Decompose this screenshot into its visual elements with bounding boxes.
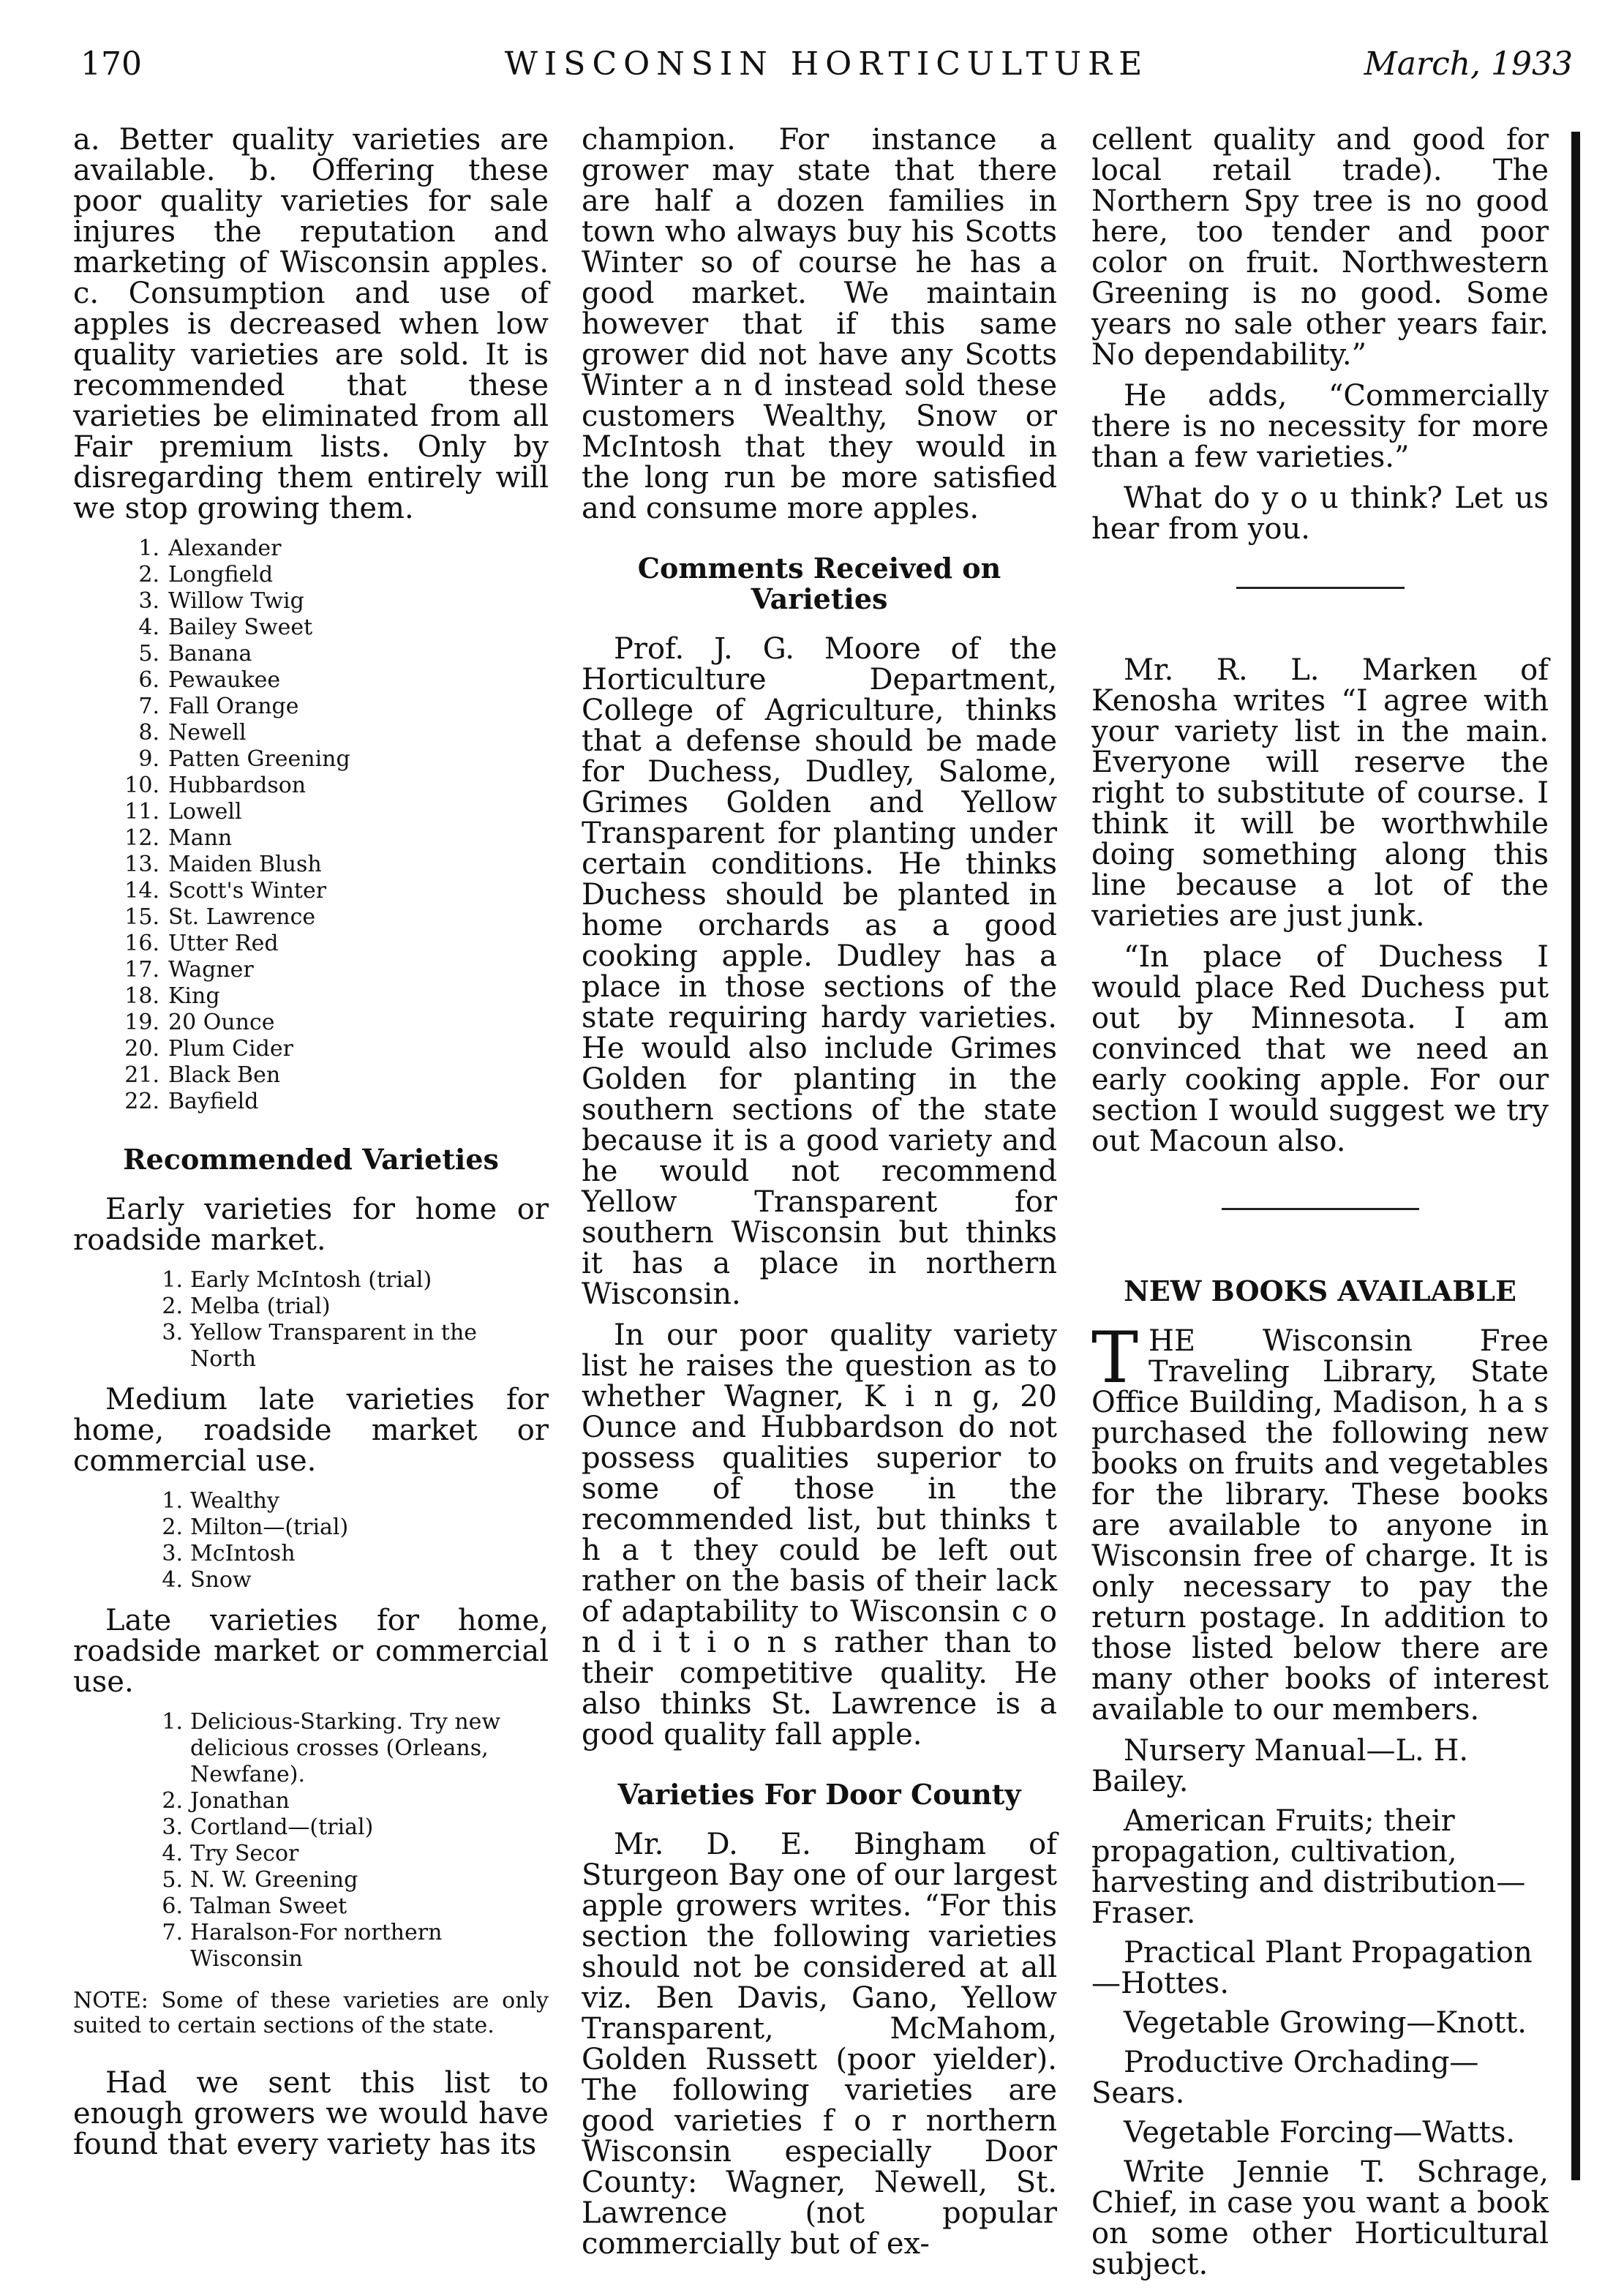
- books-intro: THE Wisconsin Free Traveling Library, State Office Building, Madison, h a s purchased the following new books on fruits and vegetables for the library. These books are available to anyone in Wisconsin free of charge. It is only necessary to pay the return postage. In addition to those listed below there are many other books of interest available to our members.: [1091, 1317, 1549, 1727]
- list-item: 12. Mann: [124, 825, 233, 851]
- book-item: Practical Plant Propagation—Hottes.: [1091, 1936, 1533, 2000]
- list-item: 13. Maiden Blush: [124, 852, 322, 877]
- list-item: 14. Scott's Winter: [124, 878, 327, 904]
- book-item: Vegetable Growing—Knott.: [1124, 2006, 1527, 2040]
- recommended-heading: Recommended Varieties: [123, 1143, 499, 1176]
- medium-intro: Medium late varieties for home, roadside market or commercial use.: [73, 1383, 549, 1478]
- list-item: 21. Black Ben: [124, 1062, 281, 1088]
- list-item: 9. Patten Greening: [138, 746, 350, 772]
- door-county-heading: Varieties For Door County: [617, 1778, 1021, 1811]
- book-item: American Fruits; their propagation, cultivation, harvesting and distribution—Fraser.: [1091, 1804, 1526, 1930]
- books-heading: NEW BOOKS AVAILABLE: [1124, 1274, 1516, 1307]
- book-item: Nursery Manual—L. H. Bailey.: [1091, 1734, 1469, 1798]
- list-item: 7. Haralson-For northern Wisconsin: [162, 1920, 443, 1972]
- column-3: [1091, 124, 1549, 2290]
- book-item: Vegetable Forcing—Watts.: [1124, 2116, 1516, 2150]
- section-divider: [1236, 587, 1405, 589]
- list-item: 6. Talman Sweet: [162, 1893, 347, 1919]
- list-item: 22. Bayfield: [124, 1089, 259, 1114]
- note-label: NOTE:: [73, 1988, 149, 2013]
- schrage-paragraph: Write Jennie T. Schrage, Chief, in case you want a book on some other Horticultural subject.: [1091, 2155, 1549, 2281]
- note-text: Some of these varieties are only suited to certain sections of the state.: [73, 1988, 549, 2038]
- list-item: 3. Willow Twig: [138, 588, 304, 614]
- list-item: 1. Delicious-Starking. Try new delicious crosses (Orleans, Newfane).: [162, 1709, 501, 1787]
- late-intro: Late varieties for home, roadside market or commercial use.: [73, 1604, 549, 1699]
- drop-cap: T: [1091, 1317, 1139, 1399]
- page-header: [80, 45, 1573, 97]
- list-item: 18. King: [124, 983, 220, 1009]
- journal-title: WISCONSIN HORTICULTURE: [504, 45, 1149, 83]
- intro-paragraph: a. Better quality varieties are available. b. Offering these poor quality varieties for sale injures the reputation and marketing of Wisconsin apples. c. Consumption and use of apples is decreased when low quality varieties are sold. It is recommended that these varieties be eliminated from all Fair premium lists. Only by disregarding them entirely will we stop growing them.: [73, 123, 549, 525]
- marken-paragraph: Mr. R. L. Marken of Kenosha writes “I agree with your variety list in the main. Everyone will reserve the right to substitute of course. I think it will be worthwhile doing something along this line because a lot of the varieties are just junk.: [1091, 653, 1549, 933]
- list-item: 1. Alexander: [138, 536, 282, 561]
- bingham-paragraph: Mr. D. E. Bingham of Sturgeon Bay one of our largest apple growers writes. “For this section the following varieties should not be considered at all viz. Ben Davis, Gano, Yellow Transparent, McMahom, Golden Russett (poor yielder). The following varieties are good varieties f o r northern Wisconsin especially Door County: Wagner, Newell, St. Lawrence (not popular commercially but of ex-: [582, 1828, 1057, 2261]
- note: [73, 1989, 549, 2038]
- question-paragraph: What do y o u think? Let us hear from you.: [1091, 481, 1549, 546]
- list-item: 1. Wealthy: [162, 1488, 279, 1514]
- duchess-paragraph: “In place of Duchess I would place Red Duchess put out by Minnesota. I am convinced that we need an early cooking apple. For our section I would suggest we try out Macoun also.: [1091, 940, 1549, 1158]
- list-item: 2. Longfield: [138, 562, 274, 587]
- list-item: 1. Early McIntosh (trial): [162, 1267, 432, 1293]
- early-intro: Early varieties for home or roadside market.: [73, 1193, 549, 1257]
- moore-paragraph: Prof. J. G. Moore of the Horticulture Department, College of Agriculture, thinks that a defense should be made for Duchess, Dudley, Salome, Grimes Golden and Yellow Transparent for planting under certain conditions. He thinks Duchess should be planted in home orchards as a good cooking apple. Dudley has a place in those sections of the state requiring hardy varieties. He would also include Grimes Golden for planting in the southern sections of the state because it is a good variety and he would not recommend Yellow Transparent for southern Wisconsin but thinks it has a place in northern Wisconsin.: [582, 632, 1057, 1311]
- column-1: [73, 124, 549, 2170]
- issue-date: March, 1933: [1364, 45, 1573, 83]
- list-item: 5. Banana: [138, 641, 252, 667]
- list-item: 15. St. Lawrence: [124, 904, 316, 930]
- list-item: 16. Utter Red: [124, 931, 279, 956]
- list-item: 3. Cortland—(trial): [162, 1814, 374, 1840]
- early-list: [73, 1267, 549, 1373]
- list-item: 3. Yellow Transparent in the North: [162, 1320, 478, 1372]
- column-2: [582, 124, 1057, 2270]
- poor-list-paragraph: In our poor quality variety list he raises the question as to whether Wagner, K i n g, 20 Ounce and Hubbardson do not possess qualities superior to some of those in the recommended list, but thinks t h a t they could be left out rather on the basis of their lack of adaptability to Wisconsin c o n d i t i o n s rather than to their competitive quality. He also thinks St. Lawrence is a good quality fall apple.: [582, 1318, 1057, 1752]
- list-item: 3. McIntosh: [162, 1541, 296, 1566]
- late-list: [73, 1709, 549, 1972]
- section-divider: [1222, 1208, 1419, 1210]
- list-item: 2. Jonathan: [162, 1788, 290, 1814]
- list-item: 2. Milton—(trial): [162, 1514, 349, 1540]
- list-item: 7. Fall Orange: [138, 694, 299, 719]
- closing-paragraph: Had we sent this list to enough growers we would have found that every variety has its: [73, 2066, 549, 2161]
- list-item: 11. Lowell: [124, 799, 242, 825]
- margin-bar: [1571, 132, 1580, 2180]
- book-item: Productive Orchading—Sears.: [1091, 2046, 1479, 2110]
- champion-paragraph: champion. For instance a grower may state that there are half a dozen families in town who always buy his Scotts Winter so of course he has a good market. We maintain however that if this same grower did not have any Scotts Winter a n d instead sold these customers Wealthy, Snow or McIntosh that they would in the long run be more satisfied and consume more apples.: [582, 123, 1057, 525]
- page-number: 170: [80, 45, 142, 83]
- list-item: 5. N. W. Greening: [162, 1867, 358, 1893]
- list-item: 4. Bailey Sweet: [138, 615, 313, 640]
- list-item: 19. 20 Ounce: [124, 1010, 275, 1035]
- book-list: [1091, 1735, 1549, 2148]
- list-item: 6. Pewaukee: [138, 667, 281, 693]
- list-item: 4. Snow: [162, 1567, 252, 1593]
- list-item: 20. Plum Cider: [124, 1036, 293, 1062]
- list-item: 4. Try Secor: [162, 1841, 299, 1866]
- comments-heading: Comments Received on Varieties: [637, 552, 1001, 615]
- list-item: 17. Wagner: [124, 957, 254, 983]
- medium-list: [73, 1488, 549, 1593]
- adds-paragraph: He adds, “Commercially there is no necessity for more than a few varieties.”: [1091, 379, 1549, 474]
- bingham-continued: cellent quality and good for local retail trade). The Northern Spy tree is no good here, too tender and poor color on fruit. Northwestern Greening is no good. Some years no sale other years fair. No dependability.”: [1091, 123, 1549, 372]
- poor-varieties-list: [73, 536, 549, 1115]
- list-item: 8. Newell: [138, 720, 247, 746]
- list-item: 10. Hubbardson: [124, 773, 307, 798]
- list-item: 2. Melba (trial): [162, 1294, 331, 1319]
